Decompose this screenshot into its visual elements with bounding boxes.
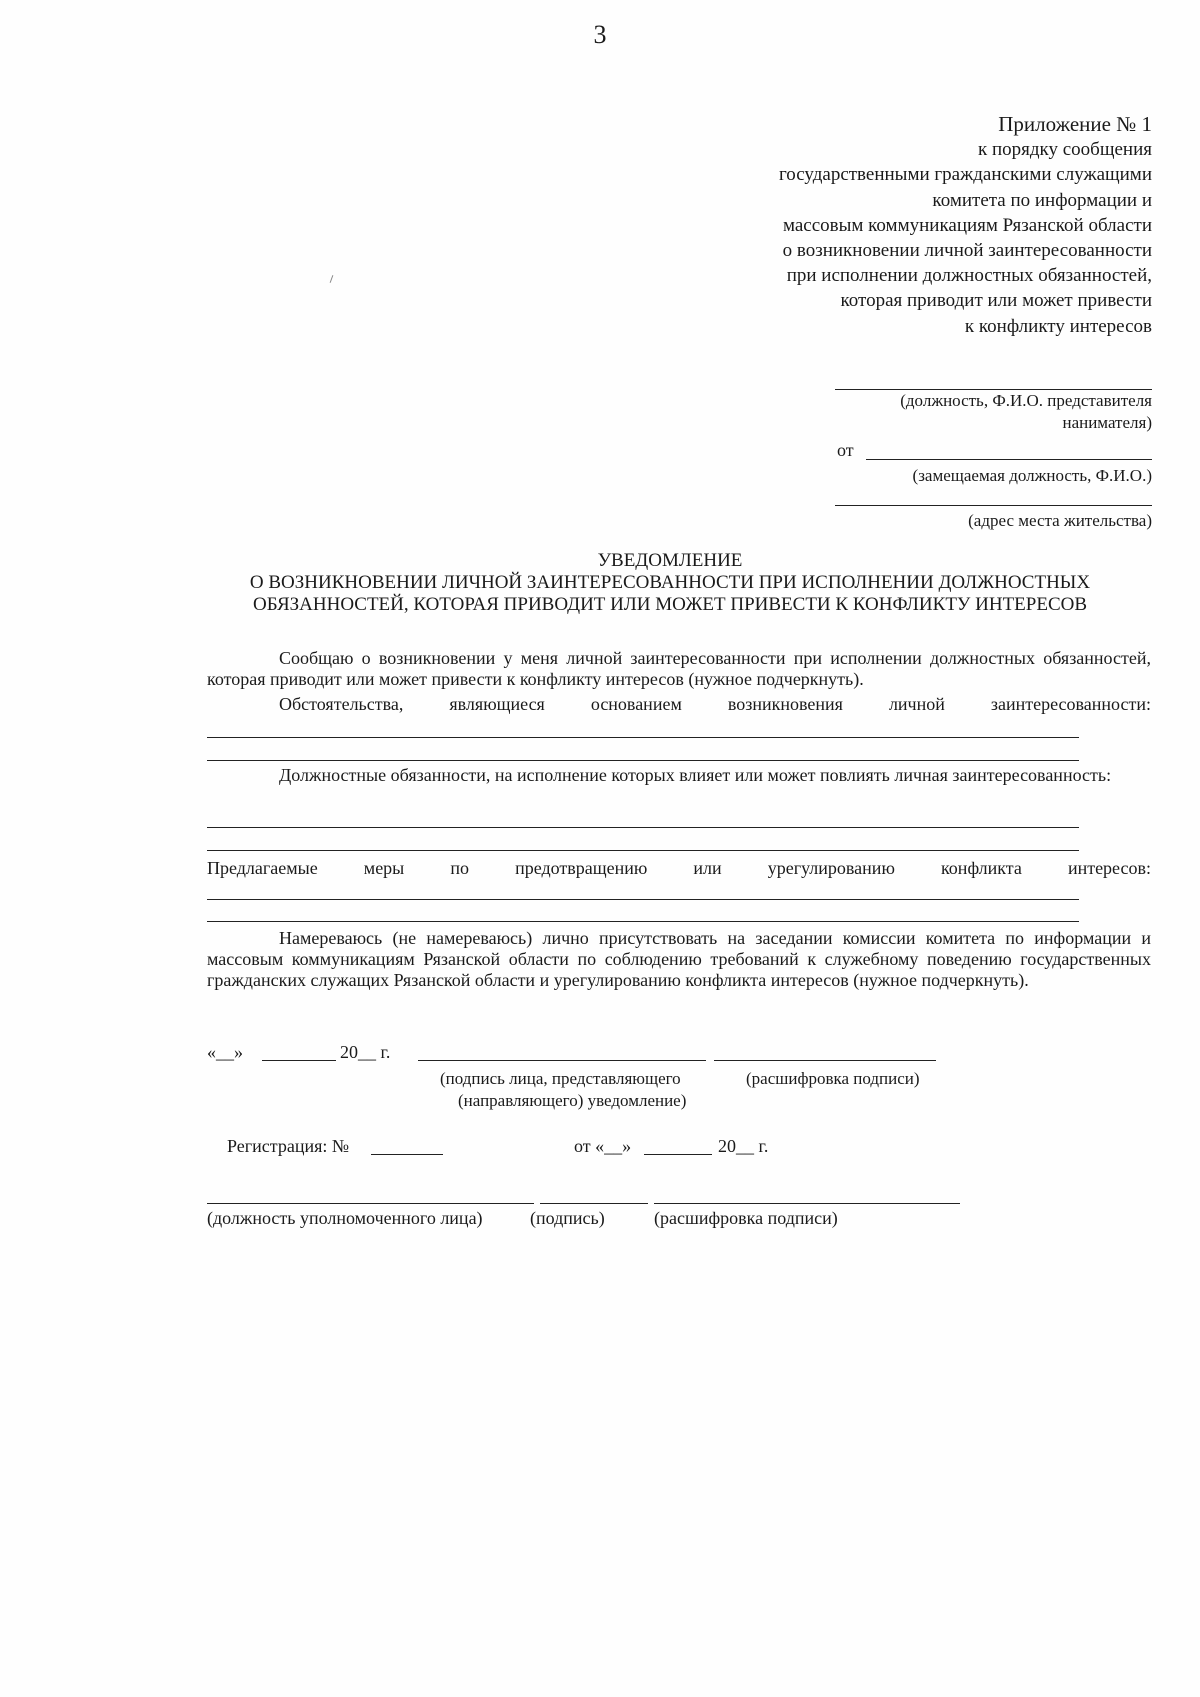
attendance-paragraph: Намереваюсь (не намереваюсь) лично присутствовать на заседании комиссии комитета по информации и массовым коммуникациям Рязанской области по соблюдению требований к служебному поведению государственных гражданских служащих Рязанской области и урегулированию конфликта интересов (нужное подчеркнуть). <box>207 928 1151 990</box>
signature-decode-caption: (расшифровка подписи) <box>746 1069 920 1088</box>
official-decode-caption: (расшифровка подписи) <box>654 1208 838 1228</box>
signature-caption-1: (подпись лица, представляющего <box>440 1069 681 1088</box>
page-number: 3 <box>593 20 607 49</box>
position-caption: (замещаемая должность, Ф.И.О.) <box>912 466 1152 485</box>
duties-fill-line-1[interactable] <box>207 827 1079 828</box>
employer-caption <box>752 390 1152 434</box>
address-caption: (адрес места жительства) <box>968 511 1152 530</box>
circumstances-fill-line-2[interactable] <box>207 760 1079 761</box>
document-heading <box>210 550 1130 616</box>
employer-caption-line-1: (должность, Ф.И.О. представителя <box>900 391 1152 410</box>
official-position-caption: (должность уполномоченного лица) <box>207 1208 483 1228</box>
appendix-line: при исполнении должностных обязанностей, <box>786 265 1152 287</box>
registration-year: 20__ г. <box>718 1136 769 1156</box>
appendix-line: государственными гражданскими служащими <box>778 164 1152 186</box>
date-month-line[interactable] <box>262 1060 336 1061</box>
from-label: от <box>837 440 854 460</box>
official-signature-caption: (подпись) <box>530 1208 605 1228</box>
date-year: 20__ г. <box>340 1042 391 1062</box>
heading-title: УВЕДОМЛЕНИЕ <box>597 550 743 571</box>
registration-label: Регистрация: № <box>227 1136 350 1156</box>
appendix-title: Приложение № 1 <box>998 112 1152 136</box>
circumstances-label: Обстоятельства, являющиеся основанием возникновения личной заинтересованности: <box>279 694 1151 714</box>
intro-paragraph: Сообщаю о возникновении у меня личной заинтересованности при исполнении должностных обязанностей, которая приводит или может привести к конфликту интересов (нужное подчеркнуть). <box>207 648 1151 689</box>
signature-fill-line[interactable] <box>418 1060 706 1061</box>
appendix-block <box>532 112 1152 339</box>
measures-fill-line-2[interactable] <box>207 921 1079 922</box>
scan-speck <box>330 275 334 283</box>
appendix-line: к порядку сообщения <box>977 139 1152 161</box>
employer-caption-line-2: нанимателя) <box>1062 413 1152 432</box>
circumstances-fill-line-1[interactable] <box>207 737 1079 738</box>
signature-caption-2: (направляющего) уведомление) <box>458 1091 687 1110</box>
measures-fill-line-1[interactable] <box>207 899 1079 900</box>
registration-month-line[interactable] <box>644 1154 712 1155</box>
appendix-line: массовым коммуникациям Рязанской области <box>782 214 1152 236</box>
appendix-line: о возникновении личной заинтересованности <box>782 240 1152 262</box>
heading-subtitle-2: ОБЯЗАННОСТЕЙ, КОТОРАЯ ПРИВОДИТ ИЛИ МОЖЕТ ПРИВЕСТИ К КОНФЛИКТУ ИНТЕРЕСОВ <box>252 594 1088 615</box>
duties-label: Должностные обязанности, на исполнение которых влияет или может повлиять личная заинтересованность: <box>279 765 1112 785</box>
heading-subtitle-1: О ВОЗНИКНОВЕНИИ ЛИЧНОЙ ЗАИНТЕРЕСОВАННОСТИ ПРИ ИСПОЛНЕНИИ ДОЛЖНОСТНЫХ <box>249 572 1091 593</box>
registration-number-line[interactable] <box>371 1154 443 1155</box>
measures-label: Предлагаемые меры по предотвращению или урегулированию конфликта интересов: <box>207 858 1151 878</box>
duties-fill-line-2[interactable] <box>207 850 1079 851</box>
date-day: «__» <box>207 1042 243 1062</box>
official-position-line[interactable] <box>207 1203 534 1204</box>
registration-date-day: от «__» <box>574 1136 632 1156</box>
official-signature-line[interactable] <box>540 1203 648 1204</box>
address-fill-line[interactable] <box>835 505 1152 506</box>
appendix-line: комитета по информации и <box>932 189 1152 211</box>
from-fill-line[interactable] <box>866 459 1152 460</box>
signature-decode-fill-line[interactable] <box>714 1060 936 1061</box>
official-decode-line[interactable] <box>654 1203 960 1204</box>
appendix-line: к конфликту интересов <box>964 315 1152 337</box>
appendix-line: которая приводит или может привести <box>840 290 1152 312</box>
